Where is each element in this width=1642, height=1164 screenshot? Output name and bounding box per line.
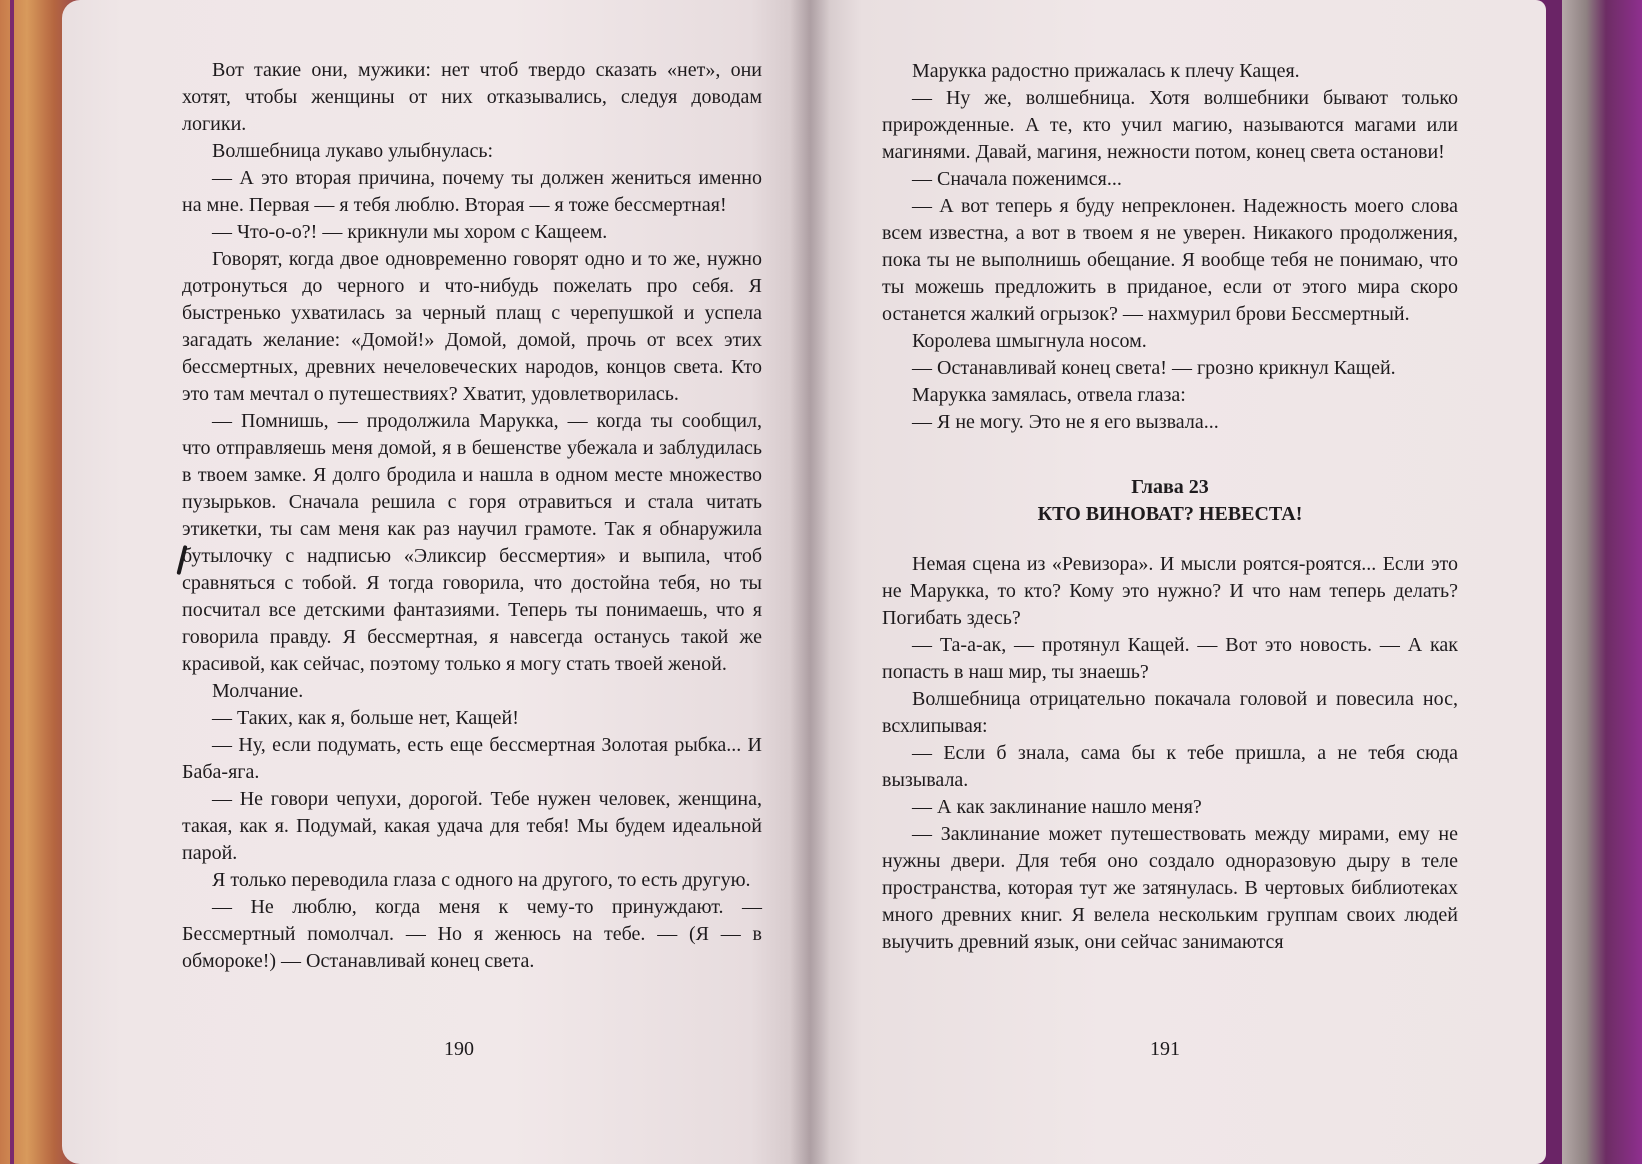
paragraph: Молчание. [212,680,304,702]
page-number-left: 190 [444,1038,474,1060]
paragraph: — Что-о-о?! — крикнули мы хором с Кащеем. [212,221,608,243]
book-page-stack-right-edge [1562,0,1642,1164]
paragraph: — Та-а-ак, — протянул Кащей. — Вот это новость. — А как попасть в наш мир, ты знаешь? [882,634,1458,683]
paragraph: — Я не могу. Это не я его вызвала... [912,411,1219,433]
paragraph: Марукка замялась, отвела глаза: [912,384,1186,406]
paragraph: — Заклинание может путешествовать между мирами, ему не нужны двери. Для тебя оно создало одноразовую дыру в теле пространства, которая тут же затянулась. В чертовых библиотеках много древних книг. Я велела нескольким группам своих людей выучить древний язык, они сейчас занимаются [882,823,1458,953]
paragraph: Марукка радостно прижалась к плечу Кащея. [912,60,1300,82]
paragraph: — А это вторая причина, почему ты должен жениться именно на мне. Первая — я тебя люблю. Вторая — я тоже бессмертная! [182,167,762,216]
left-page [62,0,810,1164]
paragraph: Говорят, когда двое одновременно говорят одно и то же, нужно дотронуться до черного и что-нибудь пожелать про себя. Я быстренько ухватилась за черный плащ с черепушкой и успела загадать желание: «Домой!» Домой, домой, прочь от всех этих бессмертных, древних нечеловеческих народов, концов света. Кто это там мечтал о путешествиях? Хватит, удовлетворилась. [182,248,762,405]
right-page-text [882,58,1458,956]
paragraph: Немая сцена из «Ревизора». И мысли роятся-роятся... Если это не Марукка, то кто? Кому это нужно? И что нам теперь делать? Погибать здесь? [882,553,1458,629]
right-page [810,0,1546,1164]
book-gutter-shadow [790,0,830,1164]
paragraph: Я только переводила глаза с одного на другого, то есть другую. [212,869,751,891]
paragraph: — Таких, как я, больше нет, Кащей! [212,707,519,729]
paragraph: — Сначала поженимся... [912,168,1122,190]
paragraph: — Если б знала, сама бы к тебе пришла, а не тебя сюда вызывала. [882,742,1458,791]
paragraph: — А вот теперь я буду непреклонен. Надежность моего слова всем известна, а вот в твоем я не уверен. Никакого продолжения, пока ты не выполнишь обещание. Я вообще тебя не понимаю, что ты можешь предложить в приданое, если от этого мира скоро останется жалкий огрызок? — нахмурил брови Бессмертный. [882,195,1458,325]
paragraph: Вот такие они, мужики: нет чтоб твердо сказать «нет», они хотят, чтобы женщины от них отказывались, следуя доводам логики. [182,59,762,135]
chapter-number: Глава 23 [1131,476,1209,498]
paragraph: Королева шмыгнула носом. [912,330,1147,352]
paragraph: — Помнишь, — продолжила Марукка, — когда ты сообщил, что отправляешь меня домой, я в бешенстве убежала и заблудилась в твоем замке. Я долго бродила и нашла в одном месте множество пузырьков. Сначала решила с горя отравиться и стала читать этикетки, ты сам меня как раз научил грамоте. Так я обнаружила бутылочку с надписью «Эликсир бессмертия» и выпила, чтоб сравняться с тобой. Я тогда говорила, что достойна тебя, но ты посчитал все детскими фантазиями. Теперь ты понимаешь, что я говорила правду. Я бессмертная, я навсегда останусь такой же красивой, как сейчас, поэтому только я могу стать твоей женой. [182,410,762,675]
paragraph: Волшебница лукаво улыбнулась: [212,140,494,162]
chapter-title: КТО ВИНОВАТ? НЕВЕСТА! [1037,503,1303,525]
left-page-text [182,57,762,975]
paragraph: — Останавливай конец света! — грозно крикнул Кащей. [912,357,1396,379]
paragraph: — Ну же, волшебница. Хотя волшебники бывают только прирожденные. А те, кто учил магию, называются магами или магинями. Давай, магиня, нежности потом, конец света останови! [882,87,1458,163]
paragraph: — Ну, если подумать, есть еще бессмертная Золотая рыбка... И Баба-яга. [182,734,762,783]
page-number-right: 191 [1150,1038,1180,1060]
paragraph: — А как заклинание нашло меня? [912,796,1202,818]
paragraph: Волшебница отрицательно покачала головой и повесила нос, всхлипывая: [882,688,1458,737]
paragraph: — Не говори чепухи, дорогой. Тебе нужен человек, женщина, такая, как я. Подумай, какая удача для тебя! Мы будем идеальной парой. [182,788,762,864]
paragraph: — Не люблю, когда меня к чему-то принуждают. — Бессмертный помолчал. — Но я женюсь на тебе. — (Я — в обмороке!) — Останавливай конец света. [182,896,762,972]
